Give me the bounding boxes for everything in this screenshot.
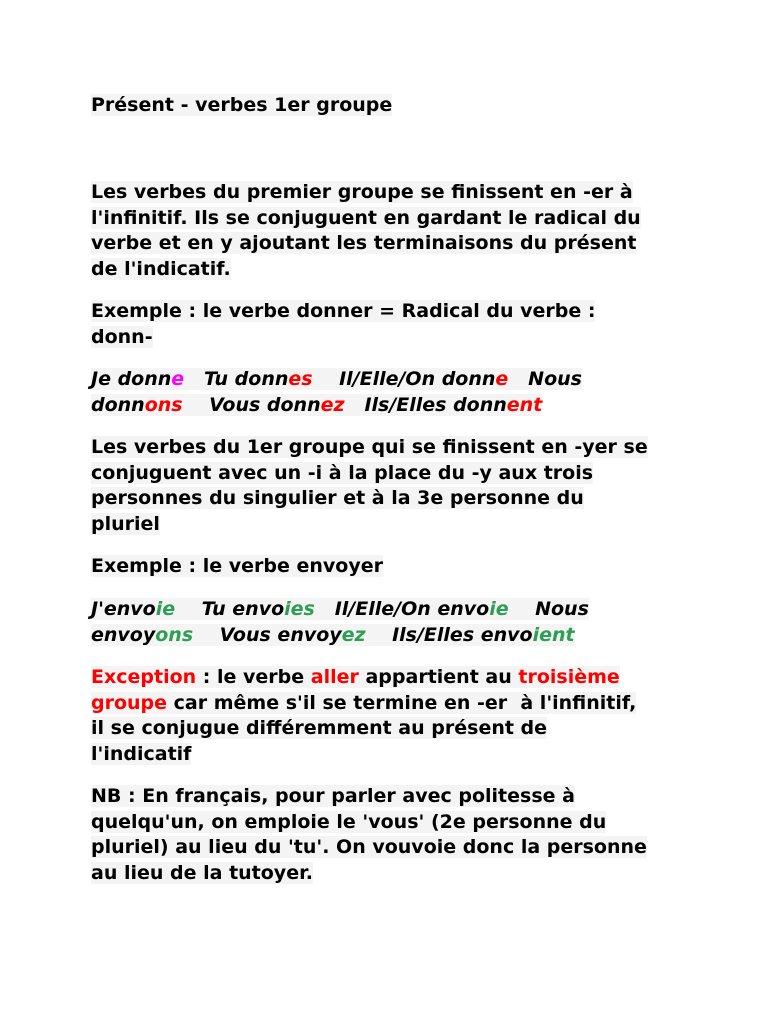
exception-label: Exception [91,666,197,688]
yer-rule-paragraph [91,435,691,537]
yer-rule-line: conjuguent avec un -i à la place du -y aux trois [91,461,594,484]
conj2-tu-stem: Tu envo [201,598,285,620]
exception-text: car même s'il se termine en -er à l'infinitif, [167,691,637,714]
exception-line: il se conjugue différemment au présent de [91,717,548,739]
page-title-block [91,93,691,119]
intro-line: l'infinitif. Ils se conjuguent en gardant le radical du [91,206,641,229]
exception-verb-aller: aller [310,666,359,688]
page-title: Présent - verbes 1er groupe [91,94,393,116]
conj2-ils-stem: Ils/Elles envo [392,623,533,646]
conj2-il-stem: Il/Elle/On envo [334,598,490,620]
conj-je-ending: e [171,368,185,390]
conj-vous-stem: Vous donn [209,393,321,416]
example2-paragraph [91,554,691,580]
example2-conjugation [91,597,691,648]
exception-text: : le verbe [196,666,311,688]
conj2-vous-stem: Vous envoy [219,623,342,646]
nb-line: quelqu'un, on emploie le 'vous' (2e personne du [91,810,607,833]
exception-paragraph [91,665,691,767]
yer-rule-line: pluriel [91,512,160,535]
yer-rule-line: Les verbes du 1er groupe qui se finissent en -yer se [91,436,648,458]
conj-nous-ending: ons [144,393,183,416]
nb-paragraph [91,784,691,886]
intro-line: Les verbes du premier groupe se finissent en -er à [91,181,633,203]
example2-line: Exemple : le verbe envoyer [91,555,383,577]
conj-ils-ending: ent [506,393,543,416]
exception-groupe: groupe [91,691,168,714]
conj-je-stem: Je donn [91,368,172,390]
nb-line: au lieu de la tutoyer. [91,861,313,884]
conj-il-ending: e [495,368,509,390]
example1-line: donn- [91,325,153,348]
exception-text: appartient au [358,666,519,688]
conj-nous-label: Nous [528,368,582,390]
example1-line: Exemple : le verbe donner = Radical du verbe : [91,300,596,322]
conj-tu-ending: es [288,368,313,390]
nb-line: NB : En français, pour parler avec politesse à [91,785,575,807]
exception-troisieme: troisième [518,666,620,688]
intro-paragraph [91,180,691,282]
conj2-je-stem: J'envo [91,598,156,620]
yer-rule-line: personnes du singulier et à la 3e personne du [91,487,584,509]
exception-line: l'indicatif [91,742,192,765]
conj2-ils-ending: ient [532,623,575,646]
conj-tu-stem: Tu donn [204,368,289,390]
intro-line: de l'indicatif. [91,257,231,280]
example1-conjugation [91,367,691,418]
conj2-vous-ending: ez [341,623,366,646]
conj2-tu-ending: ies [284,598,315,620]
conj2-nous-stem: envoy [91,623,156,646]
conj-ils-stem: Ils/Elles donn [364,393,507,416]
conj2-nous-ending: ons [155,623,194,646]
conj2-je-ending: ie [155,598,176,620]
conj2-nous-label: Nous [535,598,589,620]
nb-line: pluriel) au lieu du 'tu'. On vouvoie donc la personne [91,836,647,858]
intro-line: verbe et en y ajoutant les terminaisons du présent [91,232,637,254]
example1-paragraph [91,299,691,350]
conj-vous-ending: ez [320,393,345,416]
conj2-il-ending: ie [489,598,509,620]
conj-nous-stem: donn [91,393,145,416]
conj-il-stem: Il/Elle/On donn [339,368,496,390]
